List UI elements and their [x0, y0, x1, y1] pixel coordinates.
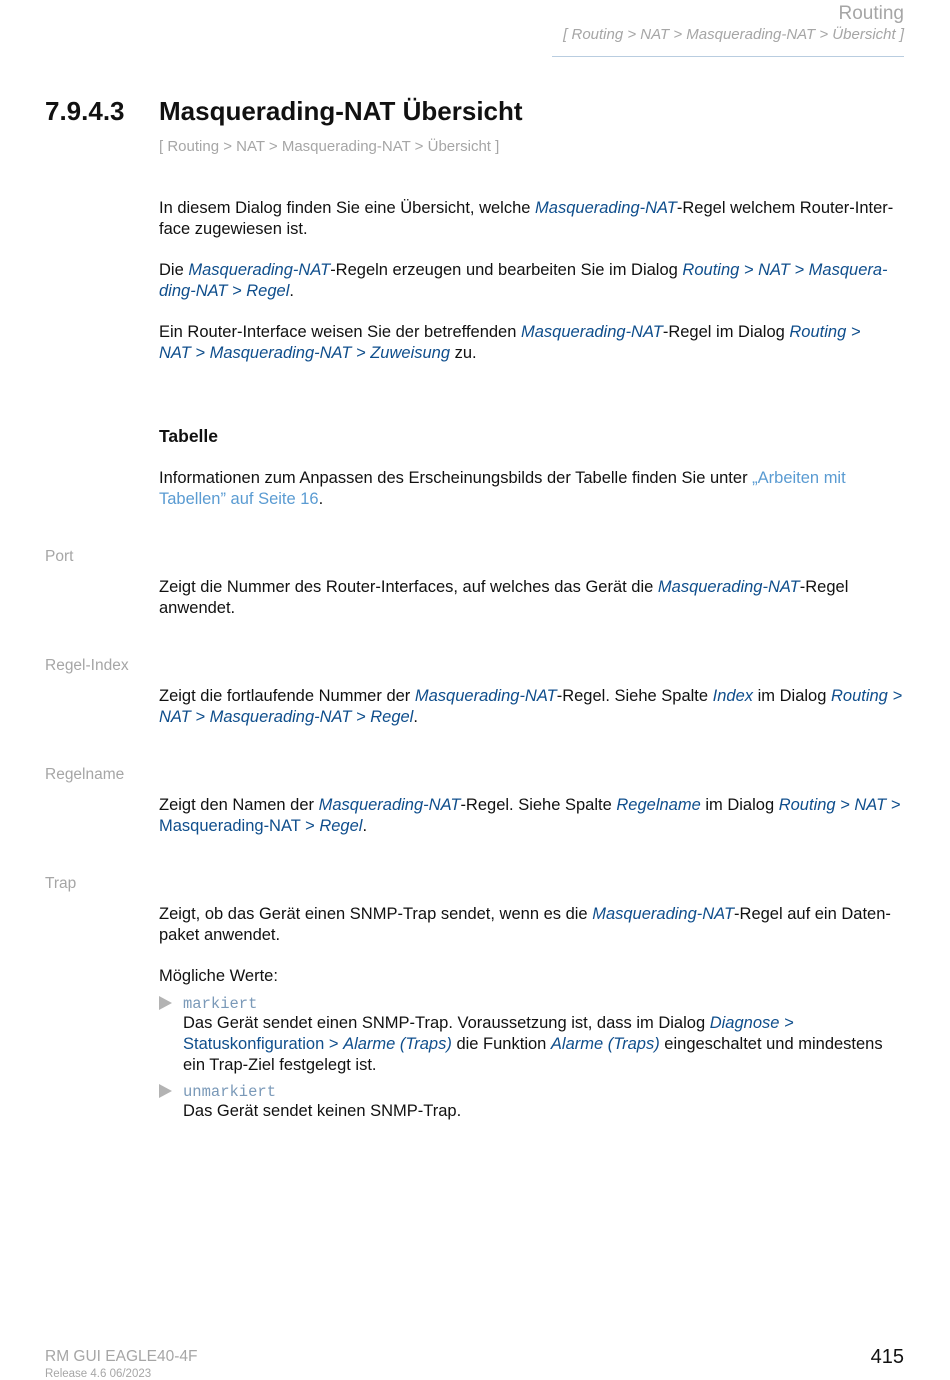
dialog-link[interactable]: ding-NAT > Regel — [159, 282, 290, 300]
text: -Regel. Siehe Spalte — [556, 687, 713, 705]
function-link[interactable]: Alarme (Traps) — [550, 1035, 660, 1053]
dialog-link[interactable]: Masquerading-NAT — [535, 199, 677, 217]
text: -Regel im Dialog — [662, 323, 790, 341]
text: die Funktion — [451, 1035, 551, 1053]
dialog-link[interactable]: Masquerading-NAT — [657, 578, 800, 596]
text: im Dialog — [753, 687, 831, 705]
text: Zeigt die Nummer des Router-Interfaces, auf welches das Gerät die — [159, 578, 658, 596]
dialog-link[interactable]: Regel — [319, 817, 363, 835]
cross-reference-link[interactable]: „Arbeiten mit — [752, 469, 846, 487]
text: -Regel welchem Router-Inter- — [676, 199, 894, 217]
possible-values-label: Mögliche Werte: — [159, 967, 278, 985]
bullet-triangle-icon — [159, 996, 172, 1010]
text: -Regeln erzeugen und bearbeiten Sie im Dialog — [330, 261, 683, 279]
text: ein Trap-Ziel festgelegt ist. — [183, 1056, 377, 1074]
dialog-link[interactable]: Routing > — [830, 687, 903, 705]
dialog-link[interactable]: Statuskonfiguration > — [183, 1035, 344, 1053]
text: . — [362, 817, 368, 835]
field-label-regelname: Regelname — [45, 766, 125, 783]
option-description-markiert — [183, 1013, 907, 1076]
dialog-link[interactable]: Alarme (Traps) — [343, 1035, 452, 1053]
text: -Regel — [799, 578, 849, 596]
text: eingeschaltet und mindestens — [659, 1035, 883, 1053]
text: anwendet. — [159, 599, 236, 617]
text: Zeigt die fortlaufende Nummer der — [159, 687, 415, 705]
column-link[interactable]: Regelname — [616, 796, 701, 814]
text: Das Gerät sendet keinen SNMP-Trap. — [183, 1102, 462, 1120]
text: -Regel. Siehe Spalte — [460, 796, 617, 814]
footer-document-title: RM GUI EAGLE40-4F — [45, 1348, 198, 1365]
dialog-link[interactable]: NAT > Masquerading-NAT > Regel — [159, 708, 414, 726]
intro-paragraph-1 — [159, 198, 907, 240]
section-number: 7.9.4.3 — [45, 96, 125, 126]
text: Zeigt den Namen der — [159, 796, 319, 814]
dialog-link[interactable]: Masquerading-NAT — [318, 796, 461, 814]
text: Informationen zum Anpassen des Erscheinungsbilds der Tabelle finden Sie unter — [159, 469, 753, 487]
text: . — [413, 708, 418, 726]
dialog-link[interactable]: Masquerading-NAT — [188, 261, 331, 279]
option-value-unmarkiert: unmarkiert — [183, 1083, 277, 1101]
section-title: Masquerading-NAT Übersicht — [159, 96, 523, 126]
text: . — [289, 282, 294, 300]
bullet-triangle-icon — [159, 1084, 172, 1098]
text: zu. — [450, 344, 477, 362]
field-description-regelname — [159, 795, 907, 837]
subsection-heading: Tabelle — [159, 426, 219, 446]
dialog-link[interactable]: Masquerading-NAT — [414, 687, 557, 705]
cross-reference-link[interactable]: Tabellen” auf Seite 16 — [159, 490, 319, 508]
dialog-link[interactable]: Masquerading-NAT — [592, 905, 735, 923]
table-info-paragraph — [159, 468, 907, 510]
text: im Dialog — [700, 796, 779, 814]
option-description-unmarkiert — [183, 1101, 907, 1122]
field-label-regel-index: Regel-Index — [45, 657, 129, 674]
text: paket anwendet. — [159, 926, 281, 944]
text: Das Gerät sendet einen SNMP-Trap. Voraussetzung ist, dass im Dialog — [183, 1014, 710, 1032]
dialog-link[interactable]: Routing > — [789, 323, 861, 341]
footer-release: Release 4.6 06/2023 — [45, 1368, 152, 1380]
field-label-trap: Trap — [45, 875, 77, 892]
running-header-chapter: Routing — [838, 3, 904, 24]
text: Zeigt, ob das Gerät einen SNMP-Trap sendet, wenn es die — [159, 905, 593, 923]
text: Ein Router-Interface weisen Sie der betreffenden — [159, 323, 521, 341]
section-path: [ Routing > NAT > Masquerading-NAT > Übersicht ] — [159, 138, 500, 155]
field-description-regel-index — [159, 686, 907, 728]
running-header-path: [ Routing > NAT > Masquerading-NAT > Übersicht ] — [563, 26, 904, 43]
dialog-link[interactable]: NAT > Masquerading-NAT > Zuweisung — [159, 344, 451, 362]
text: -Regel auf ein Daten- — [734, 905, 891, 923]
dialog-link[interactable]: Routing > NAT > — [778, 796, 901, 814]
dialog-link[interactable]: Routing > NAT > Masquera- — [682, 261, 888, 279]
dialog-link[interactable]: Diagnose > — [709, 1014, 794, 1032]
header-divider — [552, 56, 904, 57]
intro-paragraph-2 — [159, 260, 907, 302]
field-description-port — [159, 577, 907, 619]
text: Die — [159, 261, 189, 279]
text: In diesem Dialog finden Sie eine Übersicht, welche — [159, 199, 536, 217]
column-link[interactable]: Index — [712, 687, 754, 705]
option-value-markiert: markiert — [183, 995, 258, 1013]
intro-paragraph-3 — [159, 322, 907, 364]
text: face zugewiesen ist. — [159, 220, 308, 238]
field-description-trap — [159, 904, 907, 946]
dialog-link[interactable]: Masquerading-NAT > — [159, 817, 320, 835]
field-label-port: Port — [45, 548, 74, 565]
dialog-link[interactable]: Masquerading-NAT — [521, 323, 663, 341]
text: . — [318, 490, 324, 508]
page-number: 415 — [870, 1346, 904, 1368]
